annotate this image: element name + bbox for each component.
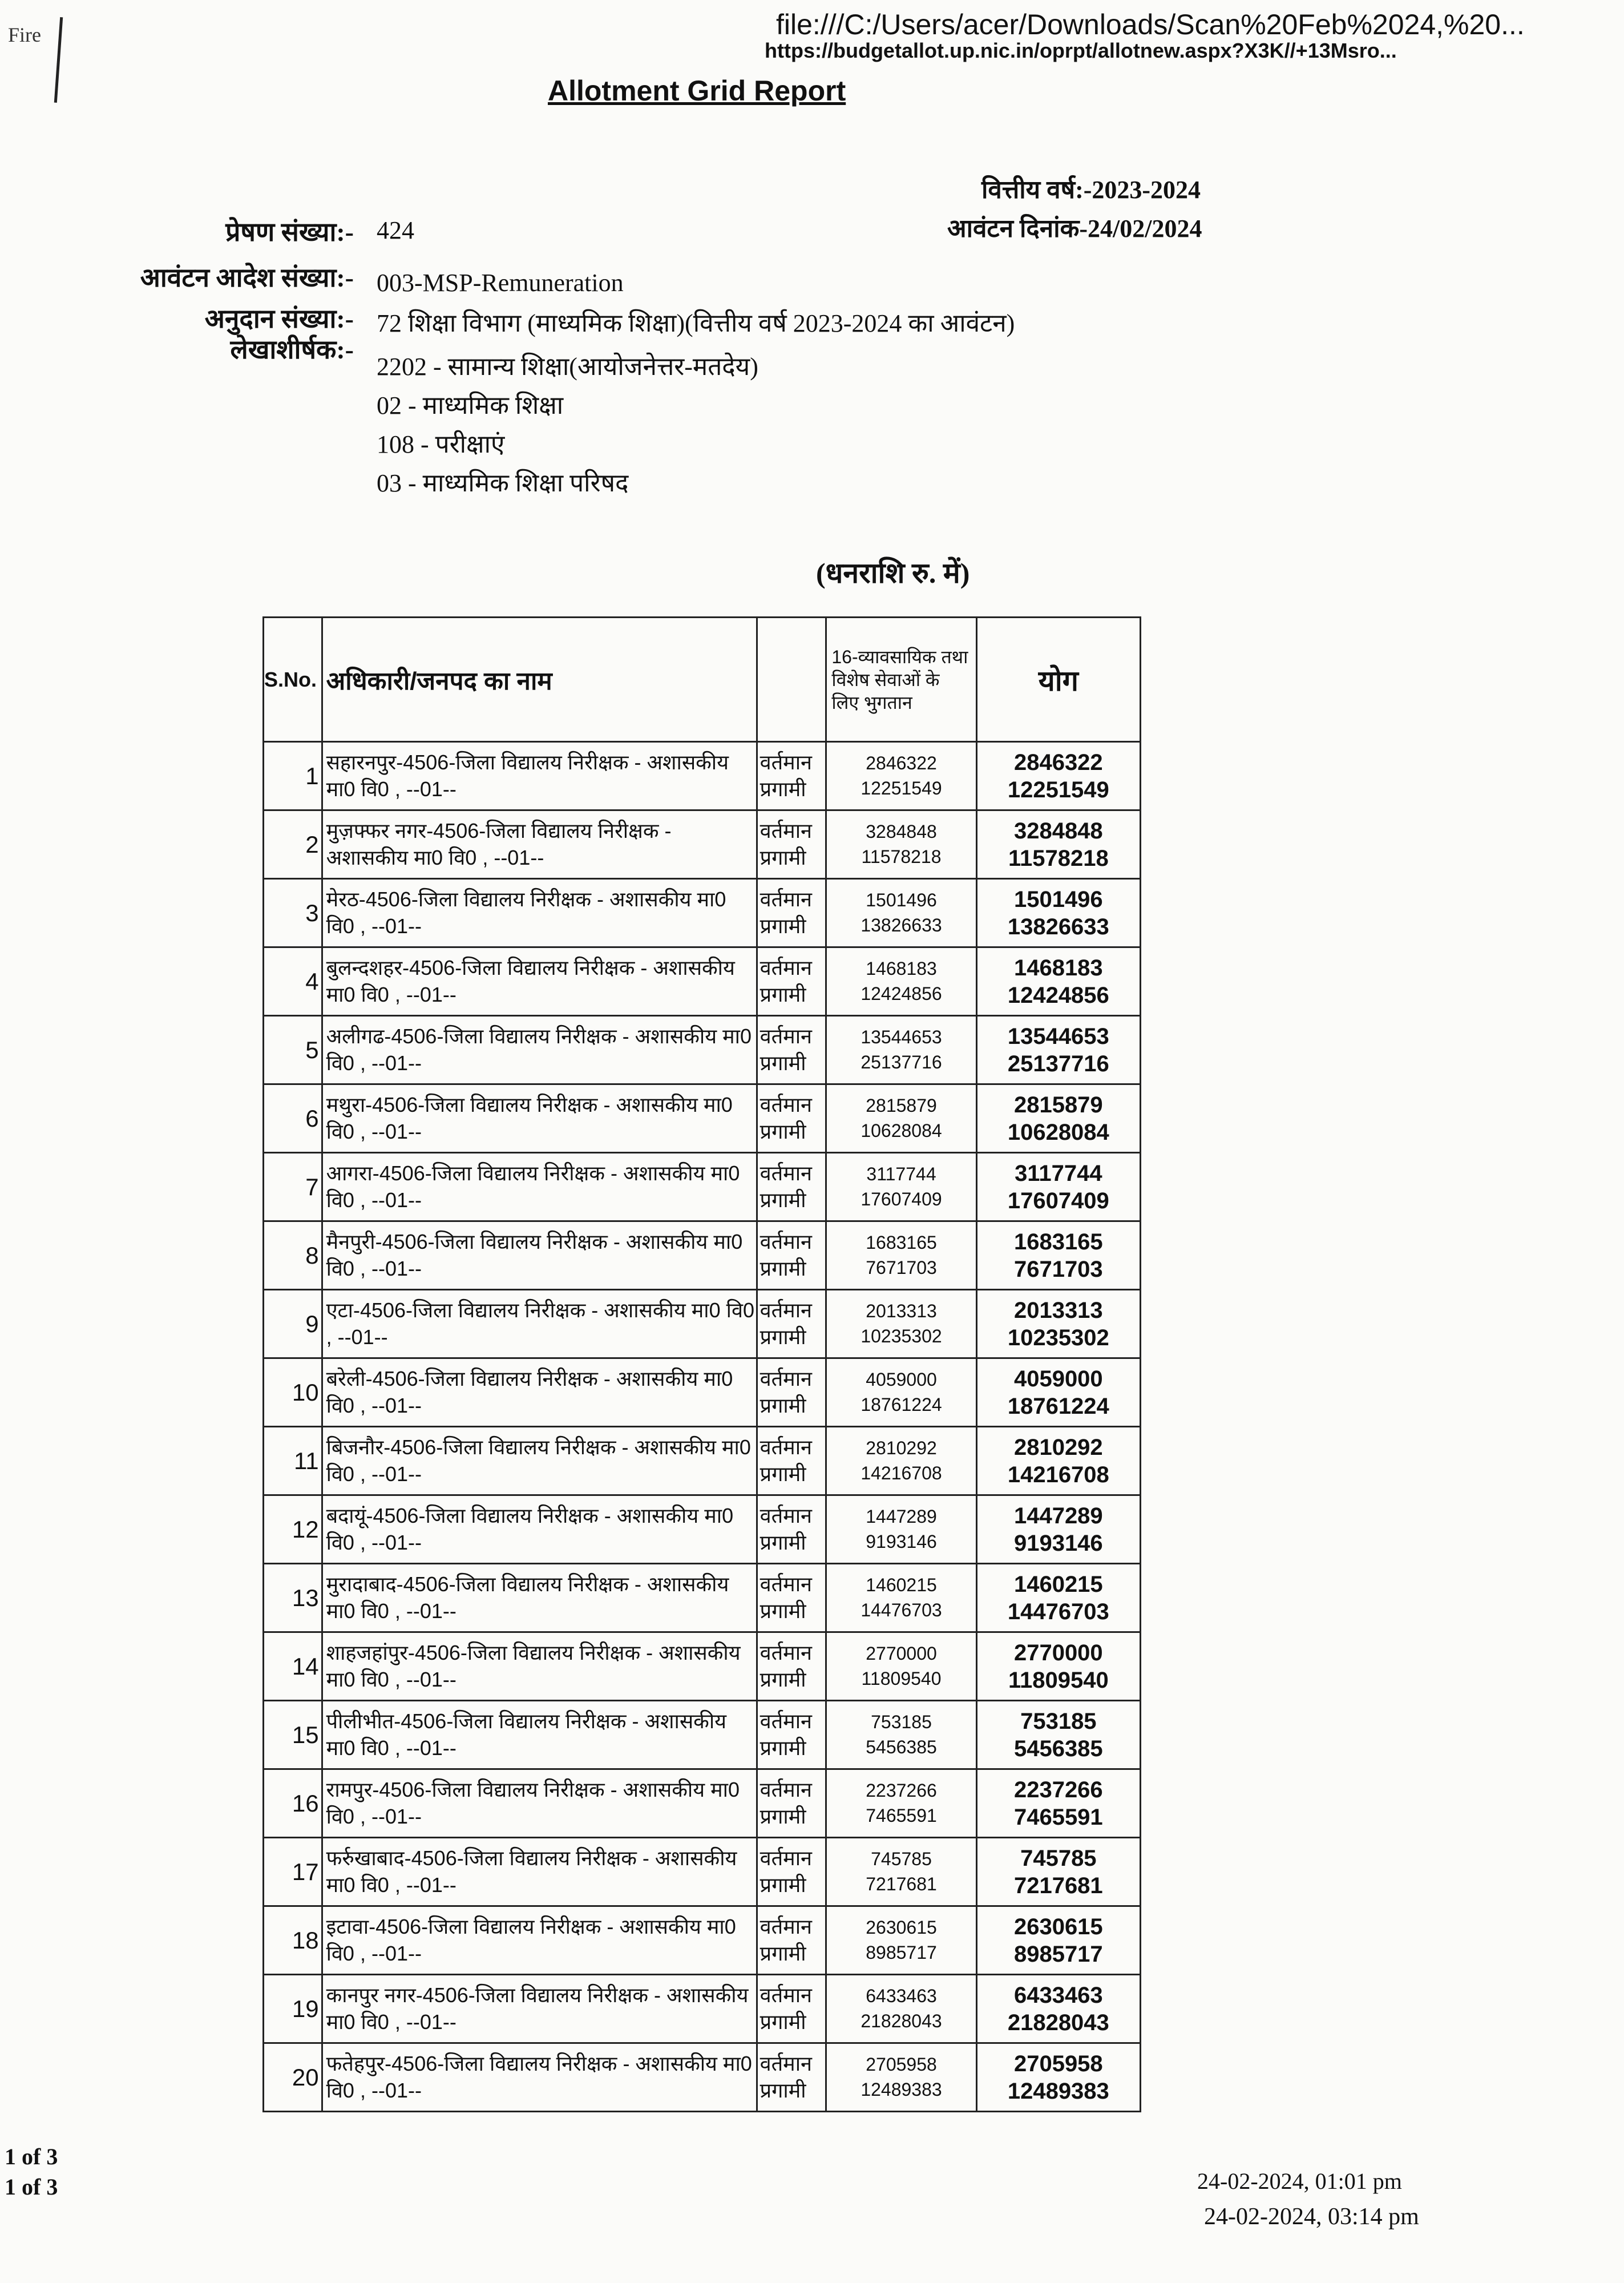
payment-current: 1683165 [866, 1232, 937, 1253]
row-total [976, 1838, 1140, 1906]
payment-current: 3284848 [866, 821, 937, 842]
total-current: 13544653 [1007, 1023, 1109, 1049]
type-current-label: वर्तमान [760, 818, 812, 842]
print-timestamp: 24-02-2024, 01:01 pm [1197, 2168, 1402, 2194]
type-cumulative-label: प्रगामी [760, 982, 806, 1006]
type-cumulative-label: प्रगामी [760, 1256, 806, 1280]
financial-year: वित्तीय वर्ष:-2023-2024 [981, 176, 1201, 204]
type-current-label: वर्तमान [760, 955, 812, 979]
row-type-labels [757, 879, 826, 947]
row-sno: 7 [264, 1153, 322, 1221]
row-office-name: अलीगढ-4506-जिला विद्यालय निरीक्षक - अशासकीय मा0 वि0 , --01-- [322, 1016, 757, 1084]
payment-cumulative: 5456385 [866, 1736, 937, 1757]
row-payment [826, 2043, 976, 2112]
row-payment [826, 1495, 976, 1564]
type-cumulative-label: प्रगामी [760, 1873, 806, 1897]
row-sno: 19 [264, 1975, 322, 2043]
payment-current: 2815879 [866, 1095, 937, 1116]
row-type-labels [757, 1838, 826, 1906]
total-current: 2770000 [1013, 1640, 1103, 1665]
row-office-name: रामपुर-4506-जिला विद्यालय निरीक्षक - अशासकीय मा0 वि0 , --01-- [322, 1769, 757, 1838]
type-cumulative-label: प्रगामी [760, 1736, 806, 1760]
type-current-label: वर्तमान [760, 1229, 812, 1253]
type-current-label: वर्तमान [760, 2051, 812, 2075]
type-cumulative-label: प्रगामी [760, 1051, 806, 1075]
amount-unit-note: (धनराशि रु. में) [816, 557, 970, 589]
grant-label: अनुदान संख्या:- [204, 304, 354, 333]
allotment-table [262, 616, 1141, 2112]
total-current: 1468183 [1013, 955, 1103, 981]
total-current: 1460215 [1013, 1571, 1103, 1597]
row-type-labels [757, 2043, 826, 2112]
row-office-name: पीलीभीत-4506-जिला विद्यालय निरीक्षक - अशासकीय मा0 वि0 , --01-- [322, 1701, 757, 1769]
total-cumulative: 25137716 [1007, 1051, 1109, 1076]
row-type-labels [757, 1632, 826, 1701]
row-type-labels [757, 1564, 826, 1632]
row-type-labels [757, 1358, 826, 1427]
payment-current: 13544653 [861, 1027, 942, 1048]
total-cumulative: 10628084 [1007, 1119, 1109, 1145]
row-total [976, 1084, 1140, 1153]
payment-current: 6433463 [866, 1986, 937, 2007]
payment-cumulative: 7217681 [866, 1873, 937, 1894]
row-payment [826, 947, 976, 1016]
total-cumulative: 8985717 [1013, 1941, 1103, 1967]
total-cumulative: 17607409 [1007, 1188, 1109, 1213]
page-number: 1 of 3 [5, 2144, 58, 2169]
payment-cumulative: 12251549 [861, 777, 942, 798]
type-cumulative-label: प्रगामी [760, 845, 806, 869]
total-current: 745785 [1020, 1845, 1097, 1871]
row-office-name: शाहजहांपुर-4506-जिला विद्यालय निरीक्षक - अशासकीय मा0 वि0 , --01-- [322, 1632, 757, 1701]
type-cumulative-label: प्रगामी [760, 1119, 806, 1143]
row-total [976, 1153, 1140, 1221]
payment-current: 1447289 [866, 1506, 937, 1527]
type-cumulative-label: प्रगामी [760, 1188, 806, 1212]
payment-cumulative: 18761224 [861, 1394, 942, 1415]
payment-cumulative: 14476703 [861, 1599, 942, 1620]
total-cumulative: 7465591 [1013, 1804, 1103, 1830]
payment-current: 2705958 [866, 2054, 937, 2075]
type-current-label: वर्तमान [760, 1298, 812, 1322]
row-total [976, 1769, 1140, 1838]
payment-current: 4059000 [866, 1369, 937, 1390]
row-office-name: एटा-4506-जिला विद्यालय निरीक्षक - अशासकीय मा0 वि0 , --01-- [322, 1290, 757, 1358]
payment-current: 745785 [871, 1849, 932, 1870]
row-sno: 9 [264, 1290, 322, 1358]
total-cumulative: 21828043 [1007, 2010, 1109, 2035]
payment-current: 2770000 [866, 1643, 937, 1664]
row-sno: 2 [264, 810, 322, 879]
total-cumulative: 11809540 [1008, 1667, 1109, 1693]
total-cumulative: 12424856 [1007, 982, 1109, 1008]
row-sno: 10 [264, 1358, 322, 1427]
type-cumulative-label: प्रगामी [760, 1804, 806, 1828]
payment-current: 2630615 [866, 1917, 937, 1938]
table-header-row [264, 618, 1141, 742]
row-type-labels [757, 810, 826, 879]
row-type-labels [757, 1153, 826, 1221]
total-current: 753185 [1020, 1708, 1097, 1734]
row-office-name: मथुरा-4506-जिला विद्यालय निरीक्षक - अशासकीय मा0 वि0 , --01-- [322, 1084, 757, 1153]
row-payment [826, 1564, 976, 1632]
total-current: 1683165 [1013, 1229, 1103, 1255]
type-current-label: वर्तमान [760, 1914, 812, 1938]
type-cumulative-label: प्रगामी [760, 1599, 806, 1623]
row-payment [826, 1769, 976, 1838]
type-current-label: वर्तमान [760, 1024, 812, 1048]
row-office-name: मेरठ-4506-जिला विद्यालय निरीक्षक - अशासकीय मा0 वि0 , --01-- [322, 879, 757, 947]
header-sno: S.No. [264, 618, 322, 742]
type-current-label: वर्तमान [760, 750, 812, 774]
report-title: Allotment Grid Report [548, 75, 846, 107]
total-current: 2630615 [1013, 1914, 1103, 1939]
row-type-labels [757, 1769, 826, 1838]
table-row [264, 2043, 1141, 2112]
type-current-label: वर्तमान [760, 1161, 812, 1185]
row-office-name: बरेली-4506-जिला विद्यालय निरीक्षक - अशासकीय मा0 वि0 , --01-- [322, 1358, 757, 1427]
row-payment [826, 1016, 976, 1084]
scan-pen-mark [54, 17, 63, 103]
payment-cumulative: 13826633 [861, 914, 942, 935]
total-current: 2815879 [1013, 1092, 1103, 1118]
total-cumulative: 14216708 [1007, 1462, 1109, 1487]
total-current: 4059000 [1013, 1366, 1103, 1391]
table-row [264, 879, 1141, 947]
row-sno: 20 [264, 2043, 322, 2112]
total-current: 2846322 [1013, 749, 1103, 775]
row-office-name: सहारनपुर-4506-जिला विद्यालय निरीक्षक - अशासकीय मा0 वि0 , --01-- [322, 742, 757, 810]
row-total [976, 1906, 1140, 1975]
row-type-labels [757, 1495, 826, 1564]
total-cumulative: 12251549 [1007, 777, 1109, 802]
head-line-4: 03 - माध्यमिक शिक्षा परिषद [377, 469, 629, 497]
row-total [976, 1632, 1140, 1701]
payment-cumulative: 12489383 [861, 2079, 942, 2100]
row-office-name: मुज़फ्फर नगर-4506-जिला विद्यालय निरीक्षक - अशासकीय मा0 वि0 , --01-- [322, 810, 757, 879]
row-office-name: बदायूं-4506-जिला विद्यालय निरीक्षक - अशासकीय मा0 वि0 , --01-- [322, 1495, 757, 1564]
scan-corner-text: Fire [8, 23, 41, 46]
row-total [976, 810, 1140, 879]
row-payment [826, 1084, 976, 1153]
total-current: 6433463 [1013, 1982, 1103, 2008]
table-row [264, 1564, 1141, 1632]
total-current: 2013313 [1013, 1297, 1103, 1323]
total-current: 3284848 [1013, 818, 1103, 844]
row-sno: 16 [264, 1769, 322, 1838]
payment-current: 3117744 [866, 1164, 936, 1185]
type-cumulative-label: प्रगामी [760, 1462, 806, 1486]
row-total [976, 1564, 1140, 1632]
total-cumulative: 7671703 [1013, 1256, 1103, 1282]
payment-cumulative: 9193146 [866, 1531, 937, 1552]
total-cumulative: 13826633 [1007, 914, 1109, 939]
payment-cumulative: 7465591 [866, 1805, 937, 1826]
grant-value: 72 शिक्षा विभाग (माध्यमिक शिक्षा)(वित्तीय वर्ष 2023-2024 का आवंटन) [377, 309, 1015, 337]
type-cumulative-label: प्रगामी [760, 1667, 806, 1691]
table-row [264, 947, 1141, 1016]
header-total: योग [976, 618, 1140, 742]
payment-cumulative: 25137716 [861, 1051, 942, 1072]
row-sno: 5 [264, 1016, 322, 1084]
row-payment [826, 1906, 976, 1975]
row-type-labels [757, 742, 826, 810]
row-sno: 13 [264, 1564, 322, 1632]
row-total [976, 947, 1140, 1016]
total-cumulative: 11578218 [1008, 845, 1109, 871]
type-current-label: वर्तमान [760, 1709, 812, 1733]
total-current: 1501496 [1013, 886, 1103, 912]
type-current-label: वर्तमान [760, 1366, 812, 1390]
table-row [264, 1221, 1141, 1290]
payment-cumulative: 7671703 [866, 1257, 937, 1278]
head-label: लेखाशीर्षक:- [230, 335, 354, 364]
row-office-name: बुलन्दशहर-4506-जिला विद्यालय निरीक्षक - अशासकीय मा0 वि0 , --01-- [322, 947, 757, 1016]
type-cumulative-label: प्रगामी [760, 2078, 806, 2102]
row-payment [826, 1975, 976, 2043]
row-sno: 15 [264, 1701, 322, 1769]
row-office-name: फर्रुखाबाद-4506-जिला विद्यालय निरीक्षक - अशासकीय मा0 वि0 , --01-- [322, 1838, 757, 1906]
type-cumulative-label: प्रगामी [760, 2010, 806, 2034]
table-row [264, 1153, 1141, 1221]
table-row [264, 1975, 1141, 2043]
row-payment [826, 1153, 976, 1221]
total-current: 2237266 [1013, 1777, 1103, 1802]
table-row [264, 1427, 1141, 1495]
total-cumulative: 5456385 [1013, 1736, 1103, 1761]
total-cumulative: 9193146 [1013, 1530, 1103, 1556]
row-total [976, 1975, 1140, 2043]
web-url: https://budgetallot.up.nic.in/oprpt/allotnew.aspx?X3K//+13Msro... [765, 39, 1397, 62]
row-type-labels [757, 1701, 826, 1769]
row-office-name: कानपुर नगर-4506-जिला विद्यालय निरीक्षक - अशासकीय मा0 वि0 , --01-- [322, 1975, 757, 2043]
row-type-labels [757, 1016, 826, 1084]
payment-cumulative: 10235302 [861, 1325, 942, 1346]
row-payment [826, 879, 976, 947]
payment-current: 2237266 [866, 1780, 937, 1801]
row-total [976, 1358, 1140, 1427]
order-label: आवंटन आदेश संख्या:- [140, 263, 354, 292]
row-total [976, 1701, 1140, 1769]
row-sno: 8 [264, 1221, 322, 1290]
table-row [264, 1632, 1141, 1701]
row-payment [826, 1358, 976, 1427]
head-line-2: 02 - माध्यमिक शिक्षा [377, 392, 564, 420]
row-total [976, 1495, 1140, 1564]
payment-cumulative: 21828043 [861, 2010, 942, 2031]
table-row [264, 1769, 1141, 1838]
row-payment [826, 1701, 976, 1769]
type-cumulative-label: प्रगामी [760, 1941, 806, 1965]
row-sno: 12 [264, 1495, 322, 1564]
header-payment: 16-व्यावसायिक तथा विशेष सेवाओं के लिए भुगतान [826, 618, 976, 742]
row-total [976, 2043, 1140, 2112]
payment-current: 1468183 [866, 958, 937, 979]
row-payment [826, 1221, 976, 1290]
row-payment [826, 1290, 976, 1358]
total-cumulative: 10235302 [1007, 1325, 1109, 1350]
table-row [264, 810, 1141, 879]
row-payment [826, 1838, 976, 1906]
total-current: 3117744 [1015, 1160, 1102, 1186]
payment-cumulative: 10628084 [861, 1120, 942, 1141]
row-office-name: बिजनौर-4506-जिला विद्यालय निरीक्षक - अशासकीय मा0 वि0 , --01-- [322, 1427, 757, 1495]
row-type-labels [757, 1427, 826, 1495]
type-cumulative-label: प्रगामी [760, 1325, 806, 1349]
row-total [976, 1427, 1140, 1495]
table-row [264, 1838, 1141, 1906]
table-row [264, 742, 1141, 810]
table-row [264, 1701, 1141, 1769]
row-sno: 3 [264, 879, 322, 947]
payment-cumulative: 17607409 [861, 1188, 942, 1209]
row-sno: 18 [264, 1906, 322, 1975]
total-current: 2705958 [1013, 2051, 1103, 2076]
total-cumulative: 12489383 [1007, 2078, 1109, 2104]
table-row [264, 1084, 1141, 1153]
row-office-name: मैनपुरी-4506-जिला विद्यालय निरीक्षक - अशासकीय मा0 वि0 , --01-- [322, 1221, 757, 1290]
row-office-name: आगरा-4506-जिला विद्यालय निरीक्षक - अशासकीय मा0 वि0 , --01-- [322, 1153, 757, 1221]
type-current-label: वर्तमान [760, 1503, 812, 1527]
dispatch-label: प्रेषण संख्या:- [225, 217, 354, 247]
payment-cumulative: 14216708 [861, 1462, 942, 1483]
header-type [757, 618, 826, 742]
payment-current: 1460215 [866, 1575, 937, 1596]
type-cumulative-label: प्रगामी [760, 914, 806, 938]
row-type-labels [757, 1975, 826, 2043]
type-cumulative-label: प्रगामी [760, 777, 806, 801]
table-row [264, 1906, 1141, 1975]
row-type-labels [757, 1221, 826, 1290]
dispatch-value: 424 [377, 216, 414, 244]
row-office-name: इटावा-4506-जिला विद्यालय निरीक्षक - अशासकीय मा0 वि0 , --01-- [322, 1906, 757, 1975]
payment-current: 753185 [871, 1712, 932, 1733]
payment-current: 2846322 [866, 753, 937, 774]
row-sno: 1 [264, 742, 322, 810]
row-sno: 6 [264, 1084, 322, 1153]
type-current-label: वर्तमान [760, 887, 812, 911]
table-row [264, 1290, 1141, 1358]
table-row [264, 1495, 1141, 1564]
row-total [976, 1290, 1140, 1358]
total-cumulative: 7217681 [1013, 1873, 1103, 1898]
type-current-label: वर्तमान [760, 1846, 812, 1870]
row-office-name: मुरादाबाद-4506-जिला विद्यालय निरीक्षक - अशासकीय मा0 वि0 , --01-- [322, 1564, 757, 1632]
row-payment [826, 1632, 976, 1701]
payment-current: 1501496 [866, 890, 937, 911]
row-sno: 4 [264, 947, 322, 1016]
allotment-date: आवंटन दिनांक-24/02/2024 [947, 215, 1202, 243]
row-type-labels [757, 1290, 826, 1358]
type-current-label: वर्तमान [760, 1777, 812, 1801]
payment-cumulative: 8985717 [866, 1942, 937, 1963]
row-type-labels [757, 1906, 826, 1975]
type-current-label: वर्तमान [760, 1092, 812, 1116]
file-url: file:///C:/Users/acer/Downloads/Scan%20Feb%2024,%20... [776, 9, 1525, 41]
type-current-label: वर्तमान [760, 1572, 812, 1596]
type-cumulative-label: प्रगामी [760, 1393, 806, 1417]
row-sno: 14 [264, 1632, 322, 1701]
table-row [264, 1358, 1141, 1427]
row-total [976, 1221, 1140, 1290]
row-payment [826, 1427, 976, 1495]
row-total [976, 742, 1140, 810]
payment-current: 2013313 [866, 1301, 937, 1322]
type-cumulative-label: प्रगामी [760, 1530, 806, 1554]
total-current: 2810292 [1013, 1434, 1103, 1460]
row-payment [826, 742, 976, 810]
row-type-labels [757, 947, 826, 1016]
table-body [264, 742, 1141, 2112]
head-line-1: 2202 - सामान्य शिक्षा(आयोजनेत्तर-मतदेय) [377, 353, 758, 381]
total-cumulative: 18761224 [1007, 1393, 1109, 1419]
table-row [264, 1016, 1141, 1084]
order-value: 003-MSP-Remuneration [377, 269, 624, 297]
payment-cumulative: 11809540 [861, 1668, 942, 1689]
row-total [976, 1016, 1140, 1084]
row-type-labels [757, 1084, 826, 1153]
type-current-label: वर्तमान [760, 1640, 812, 1664]
row-office-name: फतेहपुर-4506-जिला विद्यालय निरीक्षक - अशासकीय मा0 वि0 , --01-- [322, 2043, 757, 2112]
row-payment [826, 810, 976, 879]
total-cumulative: 14476703 [1007, 1599, 1109, 1624]
head-line-3: 108 - परीक्षाएं [377, 430, 505, 458]
type-current-label: वर्तमान [760, 1435, 812, 1459]
row-sno: 11 [264, 1427, 322, 1495]
row-total [976, 879, 1140, 947]
total-current: 1447289 [1013, 1503, 1103, 1528]
payment-current: 2810292 [866, 1438, 937, 1459]
page-number-duplicate: 1 of 3 [5, 2174, 58, 2200]
print-timestamp-duplicate: 24-02-2024, 03:14 pm [1204, 2204, 1419, 2230]
payment-cumulative: 12424856 [861, 983, 942, 1004]
payment-cumulative: 11578218 [861, 846, 942, 867]
row-sno: 17 [264, 1838, 322, 1906]
type-current-label: वर्तमान [760, 1983, 812, 2007]
header-name: अधिकारी/जनपद का नाम [322, 618, 757, 742]
